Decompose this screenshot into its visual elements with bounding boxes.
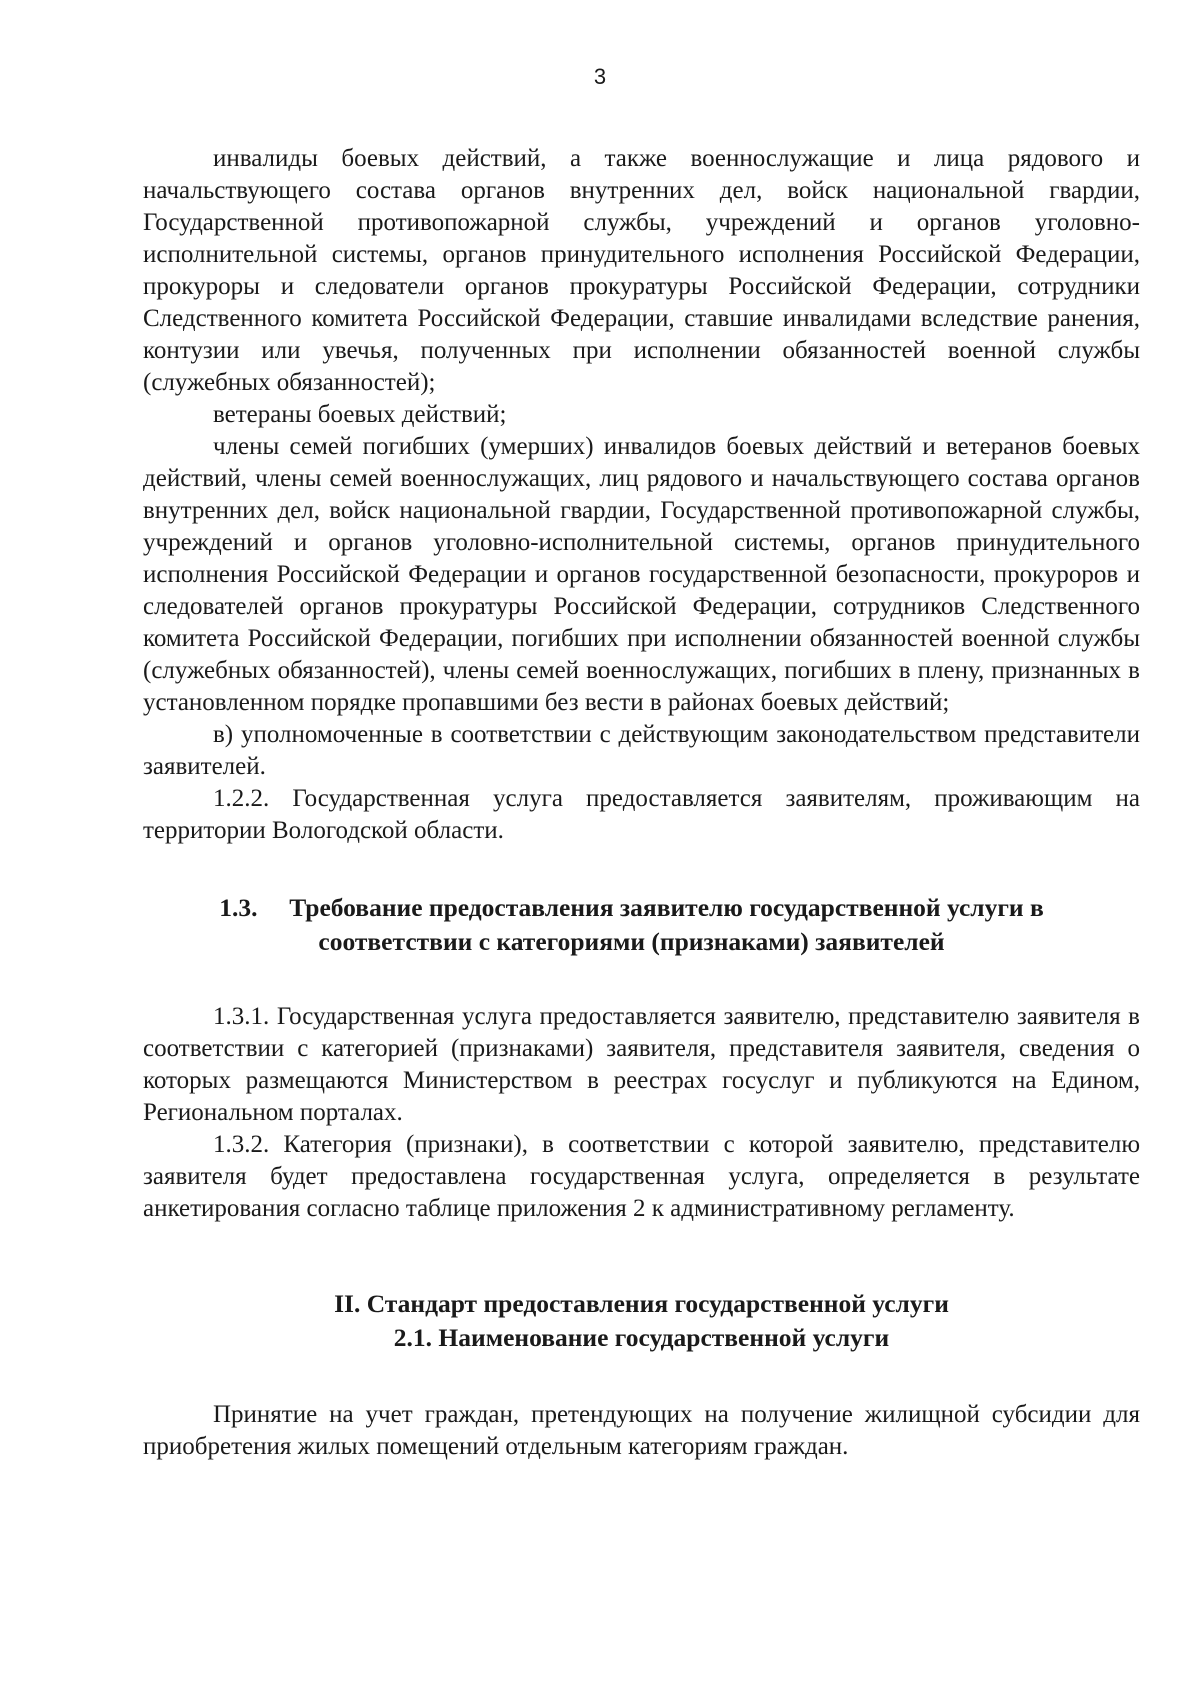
- section-1-3-title-line2: соответствии с категориями (признаками) заявителей: [318, 927, 945, 956]
- section-2-title: II. Стандарт предоставления государственной услуги: [334, 1289, 949, 1318]
- paragraph-1-3-1: 1.3.1. Государственная услуга предоставляется заявителю, представителю заявителя в соответствии с категорией (признаками) заявителя, представителя заявителя, сведения о которых размещаются Министерством в реестрах госуслуг и публикуются на Едином, Региональном порталах.: [143, 1003, 1140, 1126]
- section-2-heading: [143, 1287, 1140, 1355]
- section-1-3-number: 1.3.: [219, 893, 258, 922]
- document-body: [143, 143, 1140, 1463]
- paragraph-combat-veterans: ветераны боевых действий;: [213, 401, 507, 428]
- section-1-3-heading: [143, 891, 1140, 959]
- paragraph-family-members: члены семей погибших (умерших) инвалидов боевых действий и ветеранов боевых действий, члены семей военнослужащих, лиц рядового и начальствующего состава органов внутренних дел, войск национальной гвардии, Государственной противопожарной службы, учреждений и органов уголовно-исполнительной системы, органов принудительного исполнения Российской Федерации и органов государственной безопасности, прокуроров и следователей органов прокуратуры Российской Федерации, сотрудников Следственного комитета Российской Федерации, погибших при исполнении обязанностей военной службы (служебных обязанностей), члены семей военнослужащих, погибших в плену, признанных в установленном порядке пропавшими без вести в районах боевых действий;: [143, 433, 1140, 716]
- page-number: 3: [593, 64, 607, 89]
- paragraph-1-3-2: 1.3.2. Категория (признаки), в соответствии с которой заявителю, представителю заявителя будет предоставлена государственная услуга, определяется в результате анкетирования согласно таблице приложения 2 к административному регламенту.: [143, 1131, 1140, 1222]
- paragraph-1-2-2: 1.2.2. Государственная услуга предоставляется заявителям, проживающим на территории Вологодской области.: [143, 785, 1140, 844]
- section-2-1-subtitle: 2.1. Наименование государственной услуги: [393, 1323, 890, 1352]
- paragraph-disabled-veterans: инвалиды боевых действий, а также военнослужащие и лица рядового и начальствующего состава органов внутренних дел, войск национальной гвардии, Государственной противопожарной службы, учреждений и органов уголовно-исполнительной системы, органов принудительного исполнения Российской Федерации, прокуроры и следователи органов прокуратуры Российской Федерации, сотрудники Следственного комитета Российской Федерации, ставшие инвалидами вследствие ранения, контузии или увечья, полученных при исполнении обязанностей военной службы (служебных обязанностей);: [143, 145, 1140, 396]
- section-1-3-heading-line1: [143, 891, 1120, 925]
- paragraph-representatives: в) уполномоченные в соответствии с действующим законодательством представители заявителей.: [143, 721, 1140, 780]
- paragraph-2-1-service-name: Принятие на учет граждан, претендующих на получение жилищной субсидии для приобретения жилых помещений отдельным категориям граждан.: [143, 1401, 1140, 1460]
- section-1-3-title-line1: Требование предоставления заявителю государственной услуги в: [289, 893, 1044, 922]
